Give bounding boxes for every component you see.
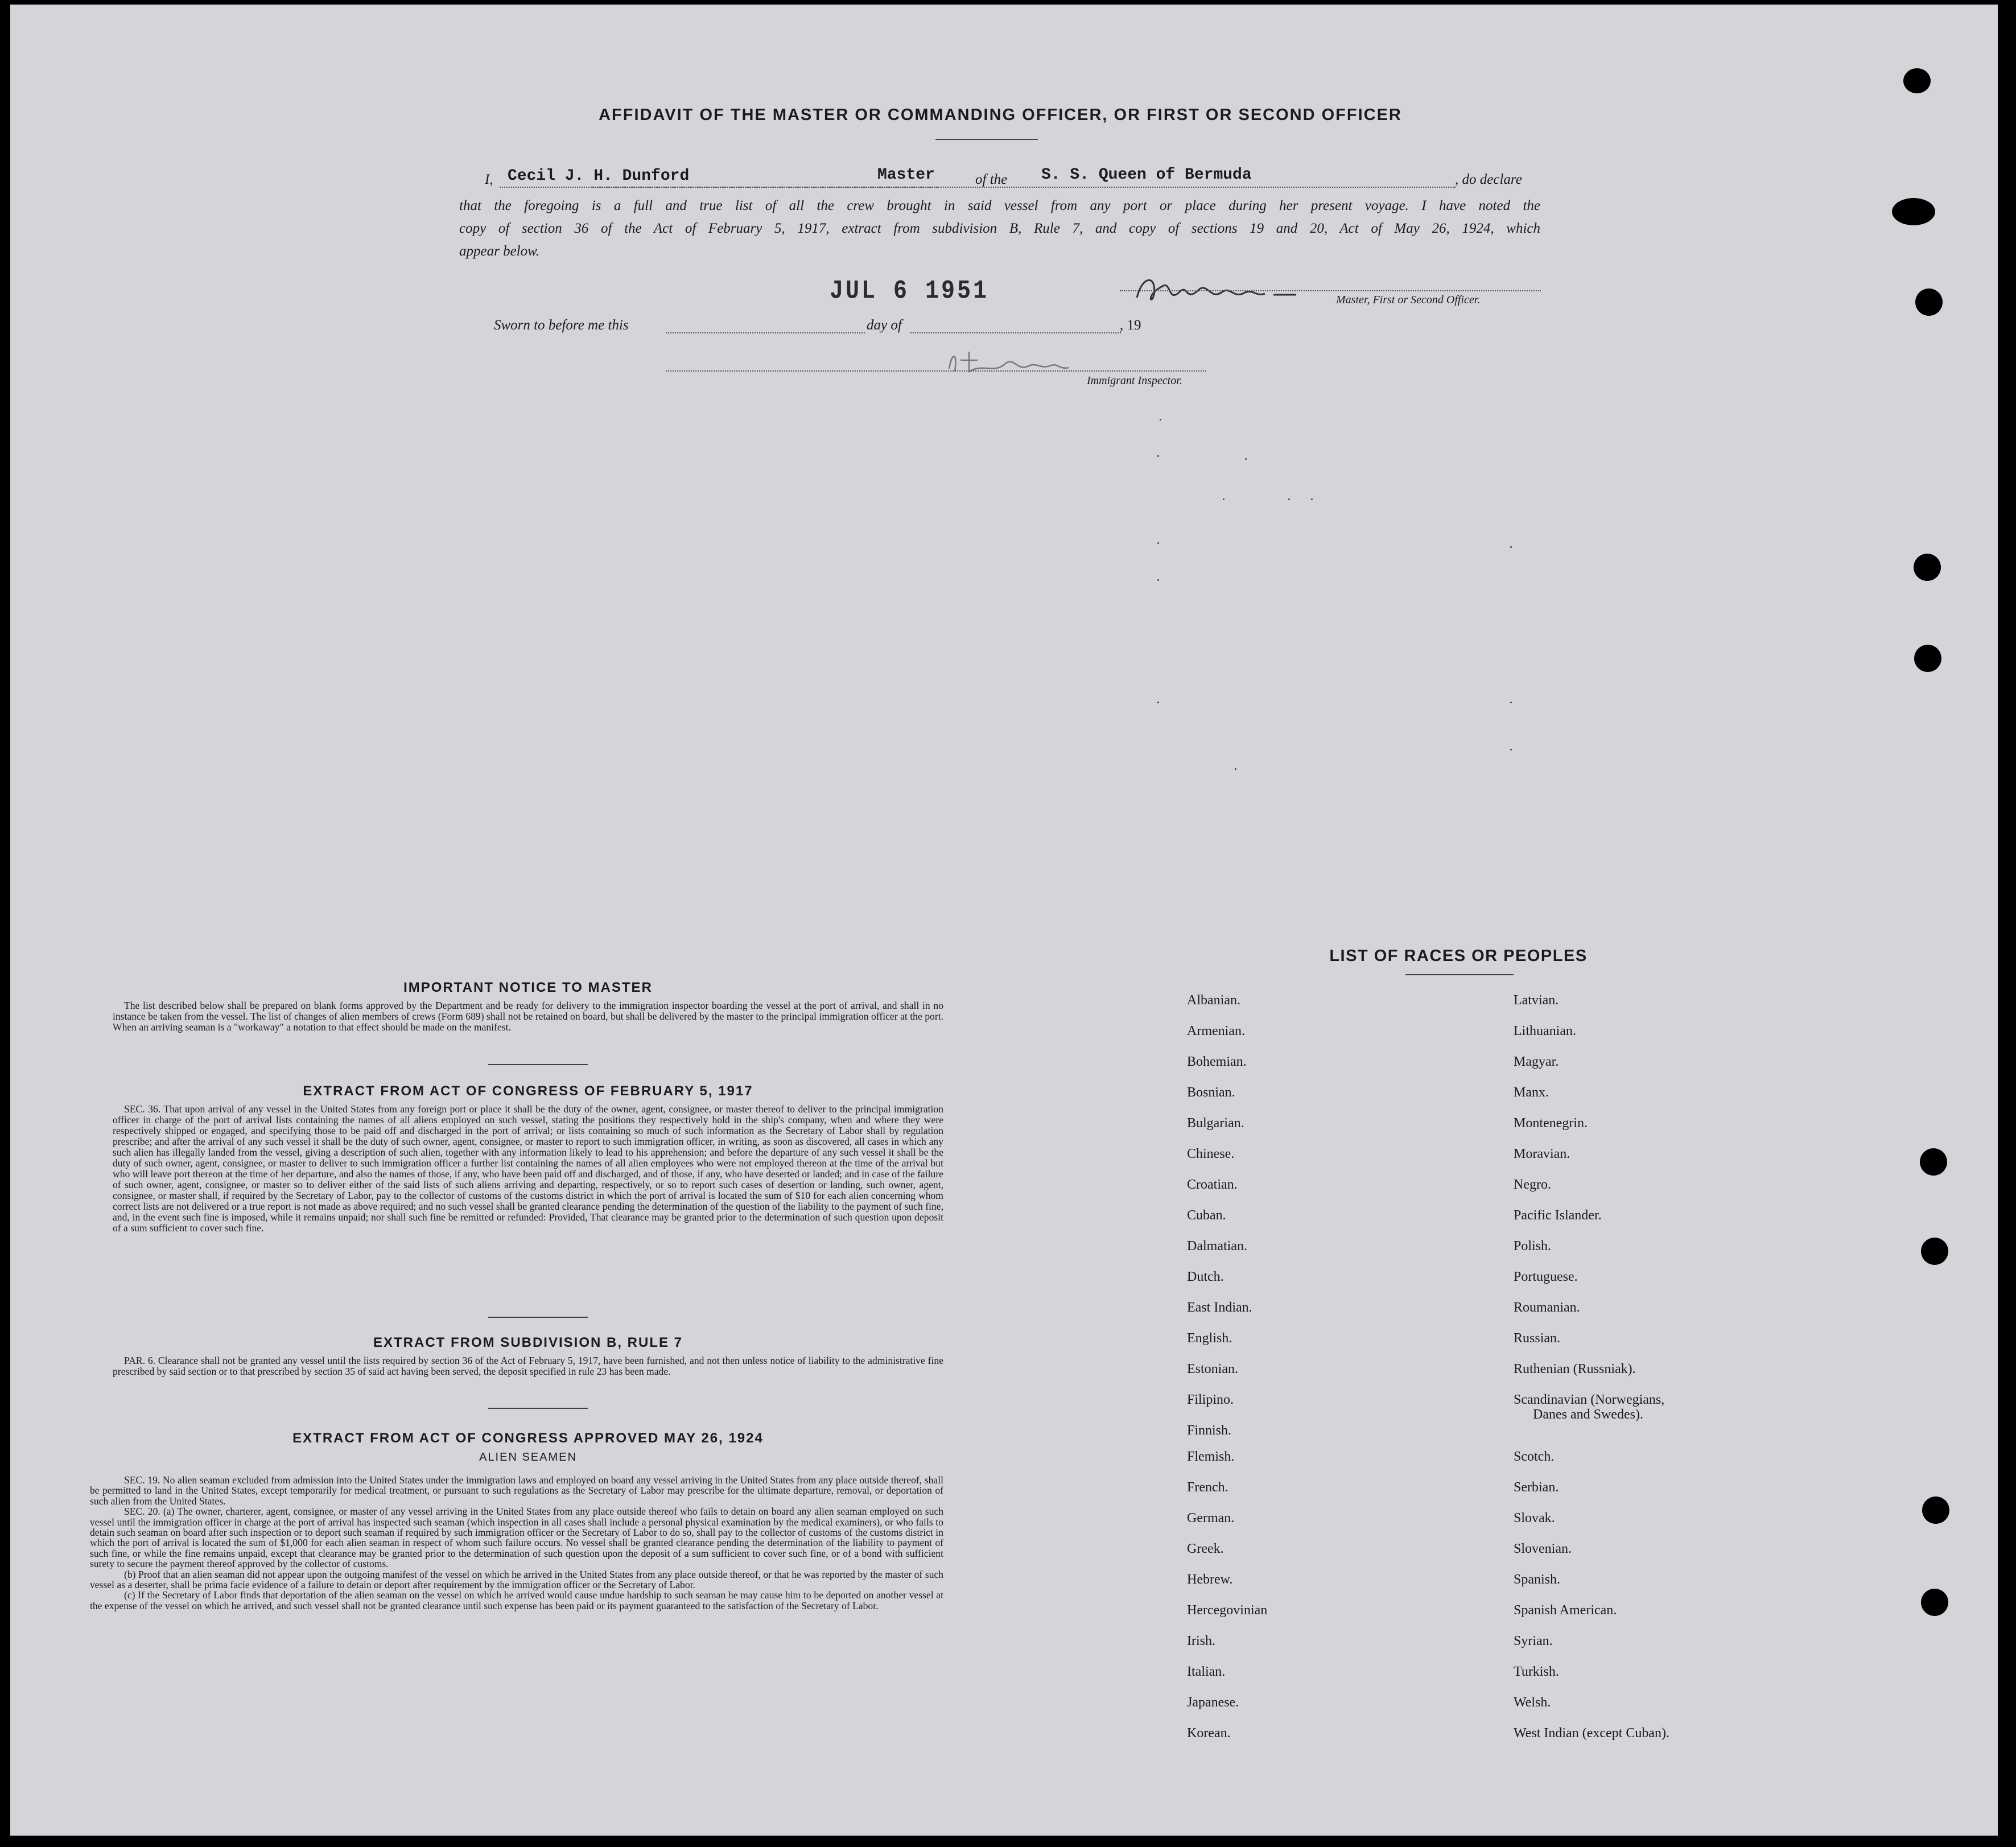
declaration-line-1 <box>448 168 1586 193</box>
race-right-24: West Indian (except Cuban). <box>1514 1726 1669 1741</box>
do-declare: , do declare <box>1455 172 1522 187</box>
inspector-line <box>666 370 1206 372</box>
punch-hole <box>1922 1496 1949 1524</box>
race-left-1: Albanian. <box>1187 993 1240 1008</box>
race-left-19: Greek. <box>1187 1541 1224 1556</box>
race-left-20: Hebrew. <box>1187 1572 1233 1587</box>
race-left-22: Irish. <box>1187 1634 1215 1648</box>
race-left-7: Croatian. <box>1187 1177 1238 1192</box>
notice-title: IMPORTANT NOTICE TO MASTER <box>403 980 653 995</box>
officer-caption: Master, First or Second Officer. <box>1336 294 1481 306</box>
speck <box>1157 542 1159 544</box>
speck <box>1160 419 1161 420</box>
divider-2 <box>488 1317 588 1318</box>
divider-3 <box>488 1408 588 1409</box>
manifest-page <box>10 5 1998 1836</box>
sec-20c: (c) If the Secretary of Labor finds that deportation of the alien seaman on the vessel on which he arrived would cause undue hardship to such seaman he may cause him to be deported on another vessel at the expense of the vessel on which he arrived, and such vessel shall not be granted clearance until such expense has been paid or its payment guaranteed to the satisfaction of the Secretary of Labor. <box>90 1589 943 1611</box>
punch-hole <box>1920 1148 1947 1176</box>
declaration-line-4: appear below. <box>459 244 540 259</box>
punch-hole <box>1892 198 1935 225</box>
race-left-5: Bulgarian. <box>1187 1116 1244 1131</box>
race-left-8: Cuban. <box>1187 1208 1226 1223</box>
races-divider <box>1405 974 1514 975</box>
punch-hole <box>1915 288 1943 316</box>
extract-rule7-title: EXTRACT FROM SUBDIVISION B, RULE 7 <box>373 1335 683 1350</box>
affidavit-title: AFFIDAVIT OF THE MASTER OR COMMANDING OFFICER, OR FIRST OR SECOND OFFICER <box>599 106 1402 124</box>
race-left-4: Bosnian. <box>1187 1085 1235 1100</box>
race-right-4: Manx. <box>1514 1085 1549 1100</box>
race-right-1: Latvian. <box>1514 993 1559 1008</box>
race-right-16: Serbian. <box>1514 1480 1559 1495</box>
race-right-22: Turkish. <box>1514 1664 1559 1679</box>
race-left-10: Dutch. <box>1187 1269 1224 1284</box>
race-right-17: Slovak. <box>1514 1511 1555 1526</box>
race-left-15: Finnish. <box>1187 1423 1232 1438</box>
speck <box>1510 702 1512 703</box>
sworn-month-line <box>910 332 1121 333</box>
extract-rule7-text: PAR. 6. Clearance shall not be granted any vessel until the lists required by section 36 of the Act of February 5, 1917, have been furnished, and not then unless notice of liability to the administrative fine prescribed by said section or to that prescribed by section 35 of said act having been served, the deposit specified in rule 23 has been made. <box>113 1355 943 1377</box>
race-right-3: Magyar. <box>1514 1054 1559 1069</box>
race-left-14: Filipino. <box>1187 1392 1234 1407</box>
race-left-9: Dalmatian. <box>1187 1239 1247 1254</box>
race-left-16: Flemish. <box>1187 1449 1235 1464</box>
sworn-label: Sworn to before me this <box>494 318 629 333</box>
race-right-13: Ruthenian (Russniak). <box>1514 1362 1636 1376</box>
race-left-13: Estonian. <box>1187 1362 1238 1376</box>
punch-hole <box>1914 645 1941 672</box>
vessel-line <box>591 187 1456 188</box>
race-right-14: Scandinavian (Norwegians, <box>1514 1392 1665 1407</box>
notice-text: The list described below shall be prepared on blank forms approved by the Department and be ready for delivery to the immigration inspector boarding the vessel at the port of arrival, and shall in no instance be taken from the vessel. The list of changes of alien members of crews (Form 689) shall not be retained on board, but shall be delivered by the master to the principal immigration officer at the port. When an arriving seaman is a "workaway" a notation to that effect should be made on the manifest. <box>113 1000 943 1033</box>
race-right-15: Scotch. <box>1514 1449 1555 1464</box>
sec-19: SEC. 19. No alien seaman excluded from admission into the United States under the immigration laws and employed on board any vessel arriving in the United States from any place outside thereof, shall be permitted to land in the United States, except temporarily for medical treatment, or pursuant to such regulations as the Secretary of Labor may prescribe for the ultimate departure, removal, or deportation of such alien from the United States. <box>90 1474 943 1507</box>
race-left-2: Armenian. <box>1187 1024 1245 1038</box>
date-stamp: JUL 6 1951 <box>830 277 990 307</box>
speck <box>1223 498 1225 500</box>
vessel-name: S. S. Queen of Bermuda <box>1041 166 1252 184</box>
title-divider <box>935 139 1038 140</box>
race-left-18: German. <box>1187 1511 1235 1526</box>
speck <box>1157 579 1159 581</box>
race-right-23: Welsh. <box>1514 1695 1551 1710</box>
extract-1917-text: SEC. 36. That upon arrival of any vessel in the United States from any foreign port or place it shall be the duty of the owner, agent, consignee, or master thereof to deliver to the principal immigration officer in charge of the port of arrival lists containing the names of all aliens employed on such vessel, stating the positions they respectively hold in the ship's company, when and where they were respectively shipped or engaged, and specifying those to be paid off and discharged in the port of arrival; or lists containing so much of such information as the Secretary of Labor shall by regulation prescribe; and after the arrival of any such vessel it shall be the duty of such owner, agent, consignee, or master to report to such immigration officer, in writing, as soon as discovered, all cases in which any such alien has illegally landed from the vessel, giving a description of such alien, together with any information likely to lead to his apprehension; and before the departure of any such vessel it shall be the duty of such owner, agent, consignee, or master to deliver to such immigration officer a further list containing the names of all alien employees who were not employed thereon at the time of the arrival but who will leave port thereon at the time of her departure, and also the names of those, if any, who have been paid off and discharged, and of those, if any, who have deserted or landed; and in case of the failure of such owner, agent, consignee, or master so to deliver either of the said lists of such aliens arriving and departing, respectively, or so to report such cases of desertion or landing, such owner, agent, consignee, or master shall, if required by the Secretary of Labor, pay to the collector of customs of the customs district in which the port of arrival is located the sum of $10 for each alien concerning whom correct lists are not delivered or a true report is not made as above required; and no such vessel shall be granted clearance pending the determination of the question of the liability to the payment of such fine, and, in the event such fine is imposed, while it remains unpaid; nor shall such fine be remitted or refunded: Provided, That clearance may be granted prior to the determination of such question upon deposit of a sum sufficient to cover such fine. <box>113 1103 943 1234</box>
speck <box>1157 455 1159 457</box>
race-right-8: Pacific Islander. <box>1514 1208 1602 1223</box>
officer-signature-line <box>1120 290 1541 291</box>
race-right-20: Spanish American. <box>1514 1603 1617 1618</box>
speck <box>1235 768 1236 770</box>
speck <box>1311 498 1313 500</box>
officer-rank: Master <box>877 166 935 184</box>
races-title: LIST OF RACES OR PEOPLES <box>1329 947 1588 965</box>
race-left-6: Chinese. <box>1187 1147 1235 1161</box>
race-right-14b: Danes and Swedes). <box>1533 1407 1643 1422</box>
race-left-21: Hercegovinian <box>1187 1603 1268 1618</box>
punch-hole <box>1921 1589 1948 1616</box>
race-right-2: Lithuanian. <box>1514 1024 1576 1038</box>
sworn-day-line <box>666 332 865 333</box>
declaration-line-2: that the foregoing is a full and true list of all the crew brought in said vessel from any port or place during her present voyage. I have noted the <box>459 198 1540 213</box>
race-right-10: Portuguese. <box>1514 1269 1578 1284</box>
race-left-23: Italian. <box>1187 1664 1226 1679</box>
punch-hole <box>1921 1238 1948 1265</box>
of-the-label: of the <box>975 172 1008 187</box>
alien-seamen-subtitle: ALIEN SEAMEN <box>479 1451 577 1463</box>
punch-hole <box>1914 554 1941 581</box>
race-left-25: Korean. <box>1187 1726 1231 1741</box>
divider-1 <box>488 1064 588 1065</box>
day-of-label: day of <box>867 318 902 333</box>
extract-1924-text <box>90 1475 943 1611</box>
race-right-6: Moravian. <box>1514 1147 1570 1161</box>
race-right-9: Polish. <box>1514 1239 1552 1254</box>
officer-name: Cecil J. H. Dunford <box>508 167 690 185</box>
race-left-24: Japanese. <box>1187 1695 1239 1710</box>
race-left-11: East Indian. <box>1187 1300 1252 1315</box>
speck <box>1157 702 1159 703</box>
i-label: I, <box>485 172 493 187</box>
race-left-17: French. <box>1187 1480 1228 1495</box>
race-right-7: Negro. <box>1514 1177 1551 1192</box>
race-right-19: Spanish. <box>1514 1572 1561 1587</box>
race-left-3: Bohemian. <box>1187 1054 1247 1069</box>
race-right-5: Montenegrin. <box>1514 1116 1588 1131</box>
officer-signature <box>1131 272 1359 312</box>
race-left-12: English. <box>1187 1331 1232 1346</box>
race-right-21: Syrian. <box>1514 1634 1553 1648</box>
speck <box>1510 749 1512 751</box>
race-right-12: Russian. <box>1514 1331 1561 1346</box>
sec-20b: (b) Proof that an alien seaman did not appear upon the outgoing manifest of the vessel on which he arrived in the United States from any place outside thereof, or that he was reported by the master of such vessel as a deserter, shall be prima facie evidence of a failure to detain or deport after requirement by the immigration officer or the Secretary of Labor. <box>90 1568 943 1591</box>
declaration-line-3: copy of section 36 of the Act of February 5, 1917, extract from subdivision B, Rule 7, and copy of sections 19 and 20, Act of May 26, 1924, which <box>459 221 1540 236</box>
punch-hole <box>1903 68 1931 93</box>
speck <box>1510 546 1512 548</box>
speck <box>1245 458 1247 460</box>
extract-1917-title: EXTRACT FROM ACT OF CONGRESS OF FEBRUARY 5, 1917 <box>303 1083 753 1099</box>
race-right-18: Slovenian. <box>1514 1541 1572 1556</box>
inspector-caption: Immigrant Inspector. <box>1087 374 1182 387</box>
extract-1924-title: EXTRACT FROM ACT OF CONGRESS APPROVED MAY 26, 1924 <box>292 1430 764 1446</box>
race-right-11: Roumanian. <box>1514 1300 1580 1315</box>
sec-20a: SEC. 20. (a) The owner, charterer, agent, consignee, or master of any vessel arriving in the United States from any place outside thereof who fails to detain on board any alien seaman employed on such vessel until the immigration officer in charge at the port of arrival has inspected such seaman (which inspection in all cases shall include a personal physical examination by the medical examiners), or who fails to detain such seaman on board after such inspection or to deport such seaman if required by such immigration officer or the Secretary of Labor to do so, shall pay to the collector of customs of the customs district in which the port of arrival is located the sum of $1,000 for each alien seaman in respect of whom such failure occurs. No vessel shall be granted clearance pending the determination of the liability to payment of such fine, or while the fine remains unpaid, except that clearance may be granted prior to the determination of such question upon the deposit of a sum sufficient to cover such fine, or of a bond with sufficient surety to secure the payment thereof approved by the collector of customs. <box>90 1506 943 1570</box>
year-label: , 19 <box>1120 318 1141 333</box>
speck <box>1288 498 1290 500</box>
